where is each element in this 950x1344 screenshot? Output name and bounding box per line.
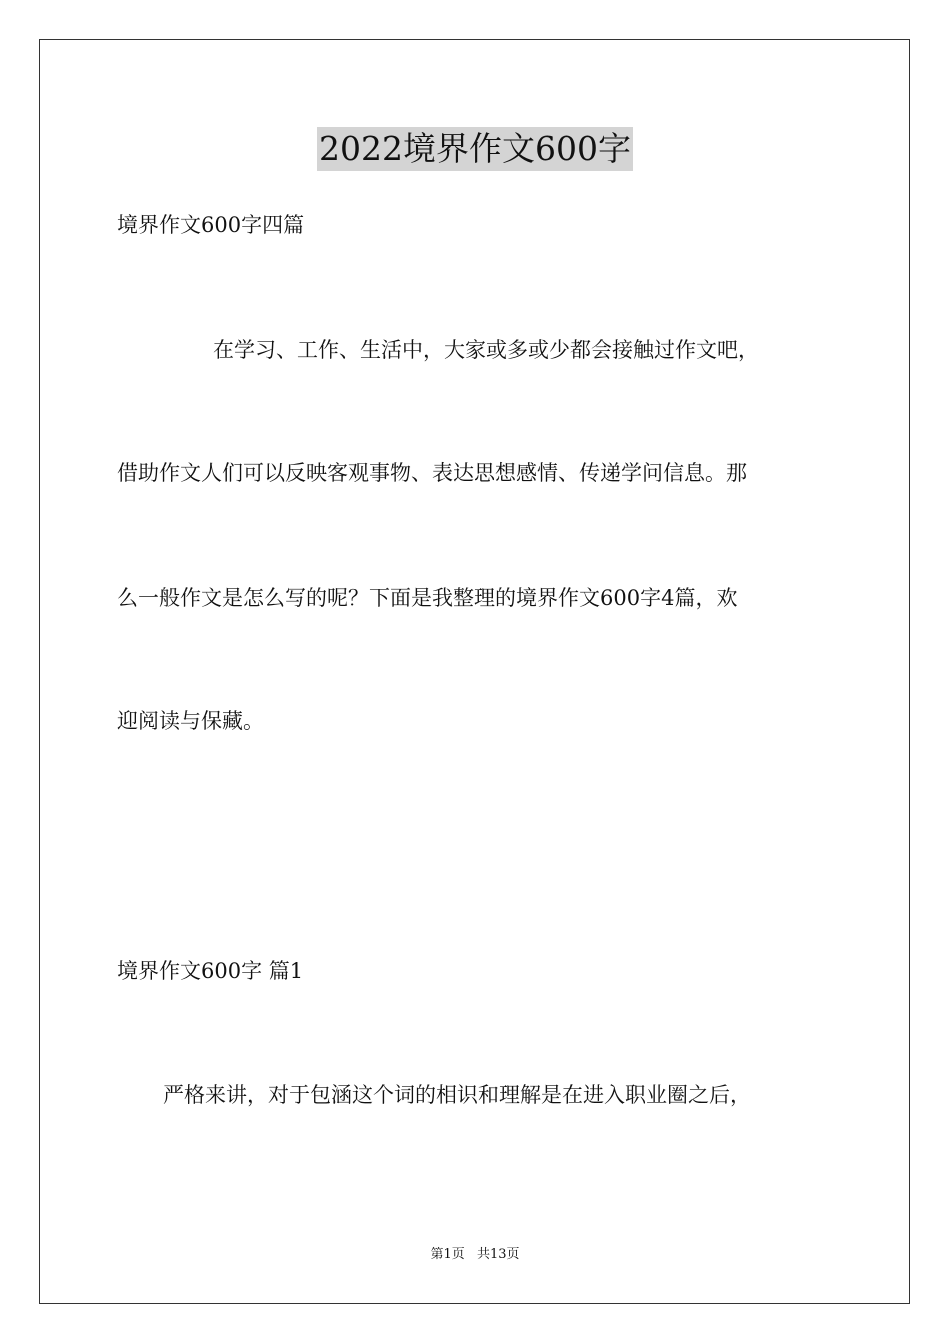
page-total: 共13页 bbox=[476, 1247, 520, 1262]
paragraph-line: 么一般作文是怎么写的呢？下面是我整理的境界作文600字4篇，欢 bbox=[117, 586, 738, 610]
paragraph-line: 严格来讲，对于包涵这个词的相识和理解是在进入职业圈之后， bbox=[163, 1083, 751, 1107]
paragraph-line: 迎阅读与保藏。 bbox=[117, 709, 264, 733]
paragraph-line: 借助作文人们可以反映客观事物、表达思想感情、传递学问信息。那 bbox=[117, 461, 747, 485]
title-container bbox=[0, 127, 950, 171]
section-heading: 境界作文600字 篇1 bbox=[117, 959, 304, 983]
page-number: 第1页 bbox=[430, 1247, 465, 1262]
document-title: 2022境界作文600字 bbox=[317, 127, 633, 171]
document-subtitle: 境界作文600字四篇 bbox=[117, 213, 305, 237]
paragraph-line: 在学习、工作、生活中，大家或多或少都会接触过作文吧， bbox=[213, 338, 759, 362]
page-footer bbox=[0, 1246, 950, 1264]
